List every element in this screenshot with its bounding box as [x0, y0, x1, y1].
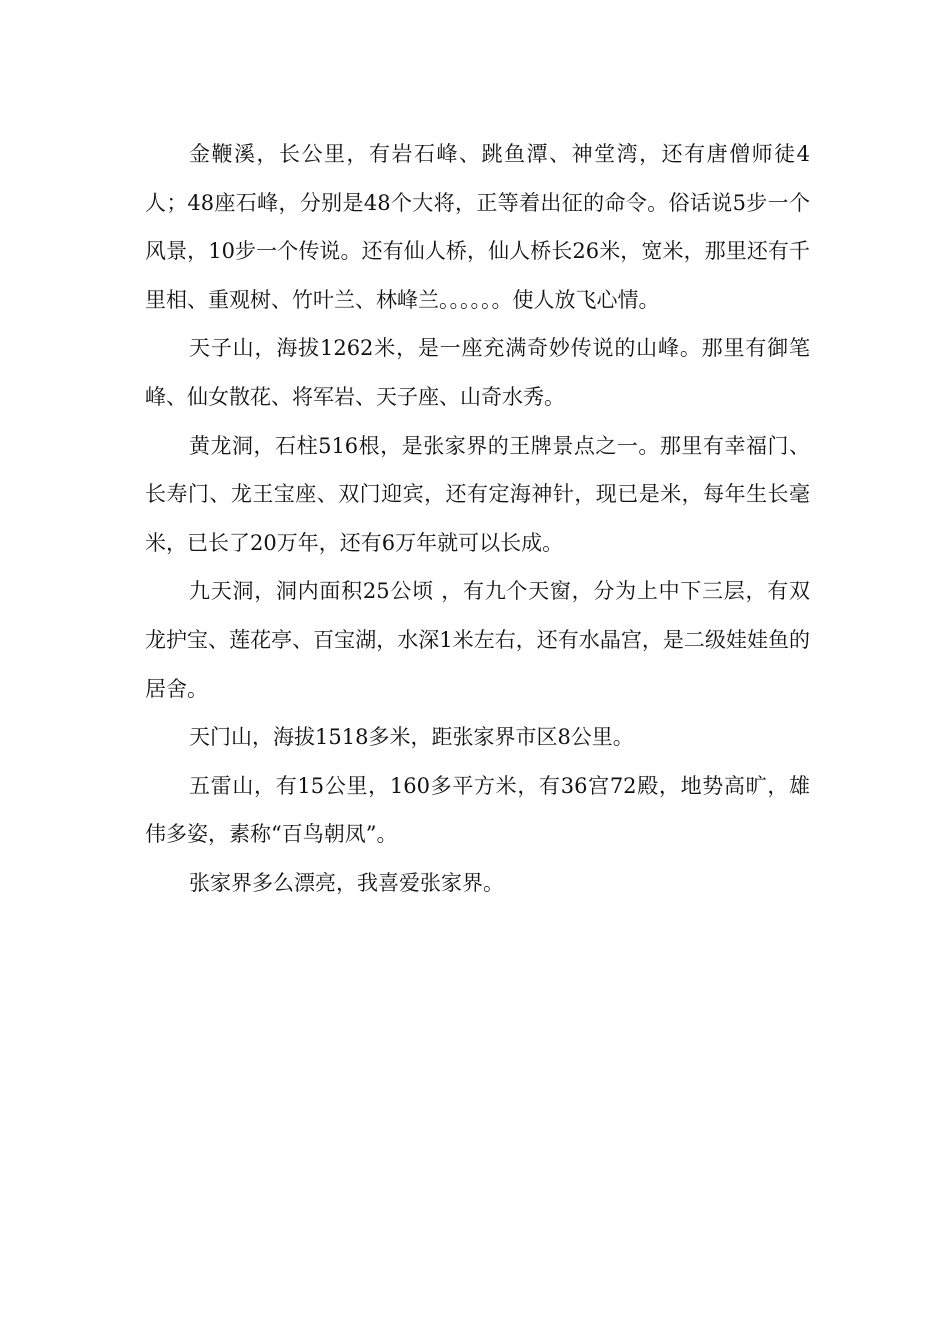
paragraph-huanglongdong: 黄龙洞，石柱516根，是张家界的王牌景点之一。那里有幸福门、长寿门、龙王宝座、双门迎宾，还有定海神针，现已是米，每年生长毫米，已长了20万年，还有6万年就可以长成。 — [145, 433, 810, 555]
paragraph-wuleishan: 五雷山，有15公里，160多平方米，有36宫72殿，地势高旷，雄伟多姿，素称“百鸟朝凤”。 — [145, 773, 810, 847]
paragraph-tianmenshan: 天门山，海拔1518多米，距张家界市区8公里。 — [189, 725, 634, 750]
paragraph-jiutiandong: 九天洞，洞内面积25公顷 ，有九个天窗，分为上中下三层，有双龙护宝、莲花亭、百宝湖，水深1米左右，还有水晶宫，是二级娃娃鱼的居舍。 — [145, 579, 810, 701]
document-body — [145, 130, 810, 908]
paragraph-tianzishan: 天子山，海拔1262米，是一座充满奇妙传说的山峰。那里有御笔峰、仙女散花、将军岩、天子座、山奇水秀。 — [145, 336, 810, 409]
paragraph-jinbianxi: 金鞭溪，长公里，有岩石峰、跳鱼潭、神堂湾，还有唐僧师徒4人；48座石峰，分别是48个大将，正等着出征的命令。俗话说5步一个风景，10步一个传说。还有仙人桥，仙人桥长26米，宽米，那里还有千里相、重观树、竹叶兰、林峰兰。。。。。。使人放飞心情。 — [145, 142, 810, 312]
paragraph-conclusion: 张家界多么漂亮，我喜爱张家界。 — [189, 870, 504, 895]
